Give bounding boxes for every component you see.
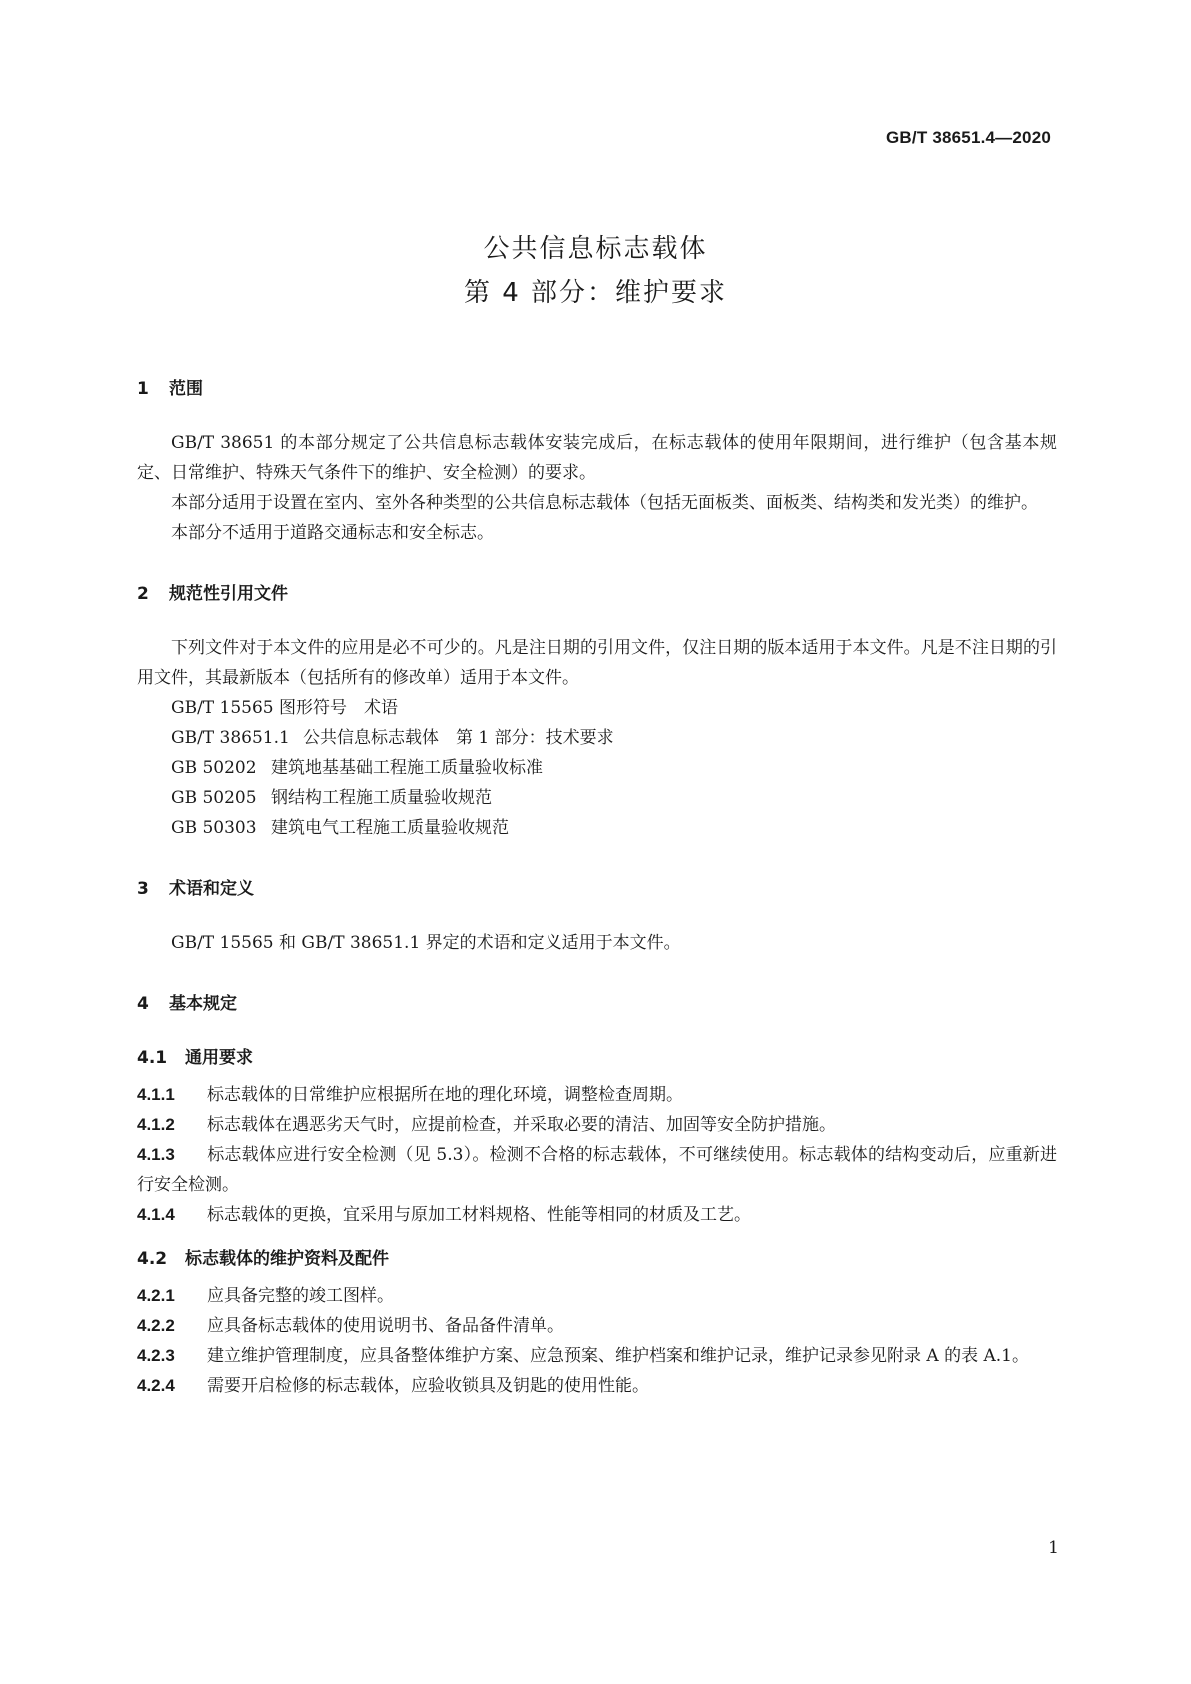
paragraph: GB/T 15565 和 GB/T 38651.1 界定的术语和定义适用于本文件。 [171, 933, 681, 953]
clause-text: 应具备标志载体的使用说明书、备品备件清单。 [207, 1316, 564, 1336]
section-title: 术语和定义 [169, 879, 254, 899]
clause-number: 4.1.3 [137, 1145, 175, 1164]
page-number: 1 [1048, 1538, 1059, 1558]
clause-text: 建立维护管理制度，应具备整体维护方案、应急预案、维护档案和维护记录，维护记录参见附录 A 的表 A.1。 [207, 1346, 1029, 1366]
reference-title: 公共信息标志载体 第 1 部分：技术要求 [303, 728, 614, 748]
clause-number: 4.1.1 [137, 1085, 175, 1104]
section-number: 4 [137, 994, 149, 1014]
clause-text: 标志载体的日常维护应根据所在地的理化环境，调整检查周期。 [207, 1085, 683, 1105]
standard-code: GB/T 38651.4—2020 [886, 128, 1051, 147]
reference-item [137, 753, 1057, 783]
section-number: 2 [137, 584, 149, 604]
clause-text: 应具备完整的竣工图样。 [207, 1286, 394, 1306]
reference-code: GB 50303 [171, 818, 257, 838]
reference-code: GB/T 15565 [171, 698, 274, 718]
clause [137, 1281, 1057, 1311]
subsection-heading-4-1 [137, 1043, 1057, 1068]
clause [137, 1341, 1057, 1371]
subsection-number: 4.2 [137, 1249, 168, 1269]
clause [137, 1371, 1057, 1401]
subsection-number: 4.1 [137, 1048, 168, 1068]
clause [137, 1140, 1057, 1200]
reference-item [137, 783, 1057, 813]
reference-code: GB 50202 [171, 758, 257, 778]
section-title: 规范性引用文件 [169, 584, 288, 604]
clause-number: 4.2.3 [137, 1346, 175, 1365]
section-heading-2 [137, 579, 1057, 604]
clause-text: 标志载体应进行安全检测（见 5.3）。检测不合格的标志载体，不可继续使用。标志载体的结构变动后，应重新进行安全检测。 [137, 1145, 1057, 1195]
clause-number: 4.1.2 [137, 1115, 175, 1134]
clause-text: 标志载体的更换，宜采用与原加工材料规格、性能等相同的材质及工艺。 [207, 1205, 751, 1225]
section-number: 3 [137, 879, 149, 899]
reference-item [137, 693, 1057, 723]
reference-item [137, 813, 1057, 843]
clause-text: 标志载体在遇恶劣天气时，应提前检查，并采取必要的清洁、加固等安全防护措施。 [207, 1115, 836, 1135]
reference-title: 建筑地基基础工程施工质量验收标准 [271, 758, 543, 778]
clause [137, 1110, 1057, 1140]
clause-number: 4.2.2 [137, 1316, 175, 1335]
reference-title: 图形符号 术语 [279, 698, 398, 718]
document-title: 公共信息标志载体 [483, 234, 708, 264]
section-heading-3 [137, 874, 1057, 899]
section-heading-1 [137, 374, 1057, 399]
reference-code: GB/T 38651.1 [171, 728, 290, 748]
subsection-heading-4-2 [137, 1244, 1057, 1269]
paragraph: 本部分不适用于道路交通标志和安全标志。 [171, 523, 494, 543]
clause [137, 1200, 1057, 1230]
section-number: 1 [137, 379, 149, 399]
paragraph: 本部分适用于设置在室内、室外各种类型的公共信息标志载体（包括无面板类、面板类、结构类和发光类）的维护。 [171, 493, 1038, 513]
document-subtitle: 第 4 部分：维护要求 [463, 278, 728, 308]
paragraph: 下列文件对于本文件的应用是必不可少的。凡是注日期的引用文件，仅注日期的版本适用于本文件。凡是不注日期的引用文件，其最新版本（包括所有的修改单）适用于本文件。 [137, 638, 1057, 688]
clause-number: 4.2.4 [137, 1376, 175, 1395]
reference-title: 钢结构工程施工质量验收规范 [271, 788, 492, 808]
reference-code: GB 50205 [171, 788, 257, 808]
reference-title: 建筑电气工程施工质量验收规范 [271, 818, 509, 838]
clause-number: 4.1.4 [137, 1205, 175, 1224]
clause [137, 1311, 1057, 1341]
paragraph: GB/T 38651 的本部分规定了公共信息标志载体安装完成后，在标志载体的使用年限期间，进行维护（包含基本规定、日常维护、特殊天气条件下的维护、安全检测）的要求。 [137, 433, 1057, 483]
subsection-title: 通用要求 [185, 1048, 253, 1068]
clause [137, 1080, 1057, 1110]
subsection-title: 标志载体的维护资料及配件 [185, 1249, 389, 1269]
clause-text: 需要开启检修的标志载体，应验收锁具及钥匙的使用性能。 [207, 1376, 649, 1396]
reference-item [137, 723, 1057, 753]
section-heading-4 [137, 989, 1057, 1014]
document-body [137, 374, 1057, 1401]
section-title: 范围 [169, 379, 203, 399]
clause-number: 4.2.1 [137, 1286, 175, 1305]
section-title: 基本规定 [169, 994, 237, 1014]
